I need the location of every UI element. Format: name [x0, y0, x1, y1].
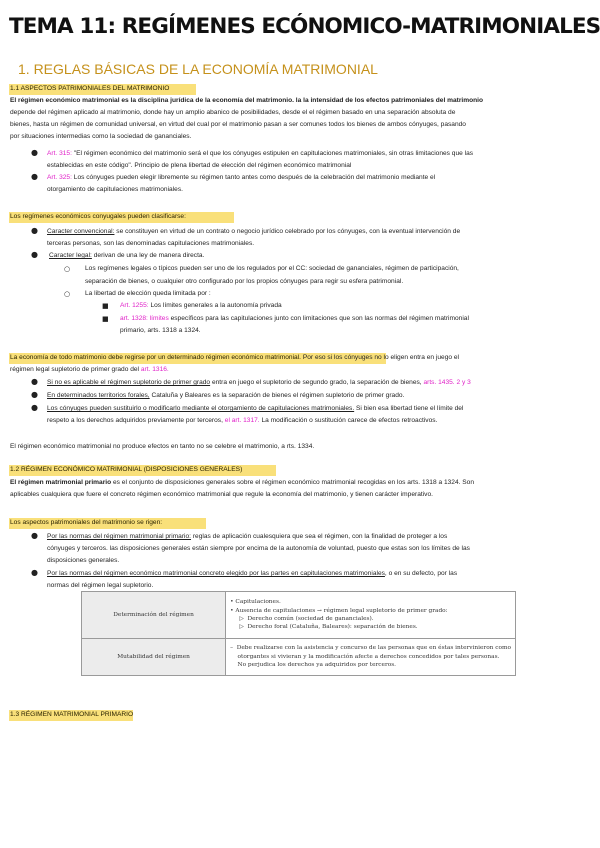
- article-reference: Art. 1255:: [120, 302, 149, 309]
- bullet-icon: ●: [31, 403, 38, 412]
- bullet-icon: ●: [31, 148, 38, 157]
- article-reference: art. 1316.: [140, 366, 169, 373]
- bullet-icon: ●: [31, 568, 38, 577]
- sub-sub-bullet-art-1255: Art. 1255: Los límites generales a la autonomía privada: [120, 302, 282, 309]
- square-bullet-icon: ■: [102, 315, 109, 323]
- regimen-summary-table: [81, 591, 516, 676]
- paragraph-line: bienes, hasta un régimen de comunidad universal, en virtud del cual por el matrimonio pasan a ser comunes todos los bienes de ambos cónyuges, pasando: [10, 121, 466, 128]
- bullet-continuation: respeto a los derechos adquiridos previamente por terceros, el art. 1317. La modificación o sustitución carece de efectos retroactivos.: [47, 417, 438, 424]
- sub-bullet-line: La libertad de elección queda limitada por :: [85, 290, 211, 297]
- bullet-icon: ●: [31, 531, 38, 540]
- subsection-heading-1-1: 1.1 ASPECTOS PATRIMONIALES DEL MATRIMONIO: [10, 85, 170, 92]
- table-row: [82, 639, 516, 676]
- bullet-item-art-325: Art. 325: Los cónyuges pueden elegir libremente su régimen tanto antes como después de la celebración del matrimonio mediante el: [47, 174, 436, 181]
- bullet-supletorio: Si no es aplicable el régimen supletorio de primer grado entra en juego el supletorio de segundo grado, la separación de bienes, arts. 1435. 2 y 3: [47, 379, 471, 386]
- article-reference: arts. 1435. 2 y 3: [423, 379, 471, 386]
- article-reference: Art. 315:: [47, 150, 72, 157]
- closing-paragraph: El régimen económico matrimonial no produce efectos en tanto no se celebre el matrimonio, a rts. 1334.: [10, 443, 315, 450]
- clasificacion-heading: Los regímenes económicos conyugales pueden clasificarse:: [10, 213, 186, 220]
- bullet-icon: ●: [31, 250, 38, 259]
- bullet-icon: ●: [31, 390, 38, 399]
- paragraph-line: depende del régimen aplicado al matrimonio, donde hay un amplio abanico de posibilidades, desde el el régimen basado en una separación absoluta de: [10, 109, 456, 116]
- article-reference: art. 1328: límites: [120, 315, 169, 322]
- bullet-regimen-concreto: Por las normas del régimen económico matrimonial concreto elegido por las partes en capitulaciones matrimoniales, o en su defecto, por las: [47, 570, 458, 577]
- table-row-content: – Debe realizarse con la asistencia y concurso de las personas que en éstas intervinieron como otorgantes si vivieran y la modificación afecte a derechos concedidos por tales personas. No perjudica los derechos ya adquiridos por terceros.: [226, 639, 516, 676]
- table-row-label: Determinación del régimen: [82, 592, 226, 639]
- paragraph-line: El régimen matrimonial primario es el conjunto de disposiciones generales sobre el régimen económico matrimonial recogidas en los arts. 1318 a 1324. Son: [10, 479, 475, 486]
- bullet-continuation: otorgamiento de capitulaciones matrimoniales.: [47, 186, 183, 193]
- bullet-item-art-315: Art. 315: "El régimen económico del matrimonio será el que los cónyuges estipulen en capitulaciones matrimoniales, sin otras limitaciones que las: [47, 150, 474, 157]
- bullet-icon: ●: [31, 172, 38, 181]
- table-row: [82, 592, 516, 639]
- sub-sub-bullet-art-1328: art. 1328: límites específicos para las capitulaciones junto con limitaciones que son las normas del régimen matrimonial: [120, 315, 469, 322]
- article-reference: Art. 325:: [47, 174, 72, 181]
- circle-bullet-icon: ○: [64, 265, 71, 273]
- circle-bullet-icon: ○: [64, 290, 71, 298]
- bullet-continuation: terceras personas, son las denominadas capitulaciones matrimoniales.: [47, 240, 255, 247]
- paragraph-line: por situaciones intermedias como la sociedad de gananciales.: [10, 133, 192, 140]
- bullet-continuation: establecidas en este código". Principio de plena libertad de elección del régimen económico matrimonial: [47, 162, 352, 169]
- bullet-caracter-legal: Caracter legal: derivan de una ley de manera directa.: [49, 252, 205, 259]
- sub-bullet-line: Los regímenes legales o típicos pueden ser uno de los regulados por el CC: sociedad de gananciales, régimen de participación,: [85, 265, 459, 272]
- square-bullet-icon: ■: [102, 302, 109, 310]
- sub-sub-bullet-continuation: primario, arts. 1318 a 1324.: [120, 327, 201, 334]
- sub-bullet-line: separación de bienes, o cualquier otro configurado por los propios cónyuges para regir su esfera patrimonial.: [85, 278, 404, 285]
- bullet-territorios-forales: En determinados territorios forales, Cataluña y Baleares es la separación de bienes el régimen supletorio de primer grado.: [47, 392, 405, 399]
- table-row-content: • Capitulaciones. • Ausencia de capitulaciones → régimen legal supletorio de primer grado: ▷ Derecho común (sociedad de gananciales). ▷ Derecho foral (Cataluña, Baleares): separación de bienes.: [226, 592, 516, 639]
- article-reference: el art. 1317.: [224, 417, 260, 424]
- bullet-icon: ●: [31, 377, 38, 386]
- bullet-continuation: normas del régimen legal supletorio.: [47, 582, 154, 589]
- bullet-sustitucion: Los cónyuges pueden sustituirlo o modificarlo mediante el otorgamiento de capitulaciones matrimoniales. Si bien esa libertad tiene el límite del: [47, 405, 464, 412]
- subsection-heading-1-2: 1.2 RÉGIMEN ECONÓMICO MATRIMONIAL (DISPOSICIONES GENERALES): [10, 466, 243, 473]
- bullet-icon: ●: [31, 226, 38, 235]
- economia-line-2: régimen legal supletorio de primer grado del art. 1316.: [10, 366, 169, 373]
- aspectos-heading: Los aspectos patrimoniales del matrimonio se rigen:: [10, 519, 163, 526]
- paragraph-line: El régimen económico matrimonial es la disciplina jurídica de la economía del matrimonio. la la intensidad de los efectos patrimoniales del matrimonio: [10, 97, 484, 104]
- page-title: TEMA 11: REGÍMENES ECÓNOMICO-MATRIMONIALES: [9, 14, 600, 39]
- bullet-continuation: disposiciones generales.: [47, 557, 120, 564]
- bullet-caracter-convencional: Caracter convencional: se constituyen en virtud de un contrato o negocio jurídico celebrado por los cónyuges, con la eventual intervención de: [47, 228, 461, 235]
- table-row-label: Mutabilidad del régimen: [82, 639, 226, 676]
- subsection-heading-1-3: 1.3 RÉGIMEN MATRIMONIAL PRIMARIO: [10, 711, 134, 718]
- section-heading: 1. REGLAS BÁSICAS DE LA ECONOMÍA MATRIMONIAL: [18, 61, 378, 77]
- bullet-regimen-primario: Por las normas del régimen matrimonial primario: reglas de aplicación cualesquiera que sea el régimen, con la finalidad de proteger a los: [47, 533, 448, 540]
- economia-lead: La economía de todo matrimonio debe regirse por un determinado régimen económico matrimonial. Por eso si los cónyuges no lo eligen entra en juego el: [10, 354, 460, 361]
- bullet-continuation: cónyuges y terceros. las disposiciones generales están siempre por encima de la autonomía de voluntad, puesto que estas son los límites de las: [47, 545, 470, 552]
- paragraph-line: aplicables cualquiera que fuere el concreto régimen económico matrimonial que regule la economía del matrimonio, y tienen carácter imperativo.: [10, 491, 433, 498]
